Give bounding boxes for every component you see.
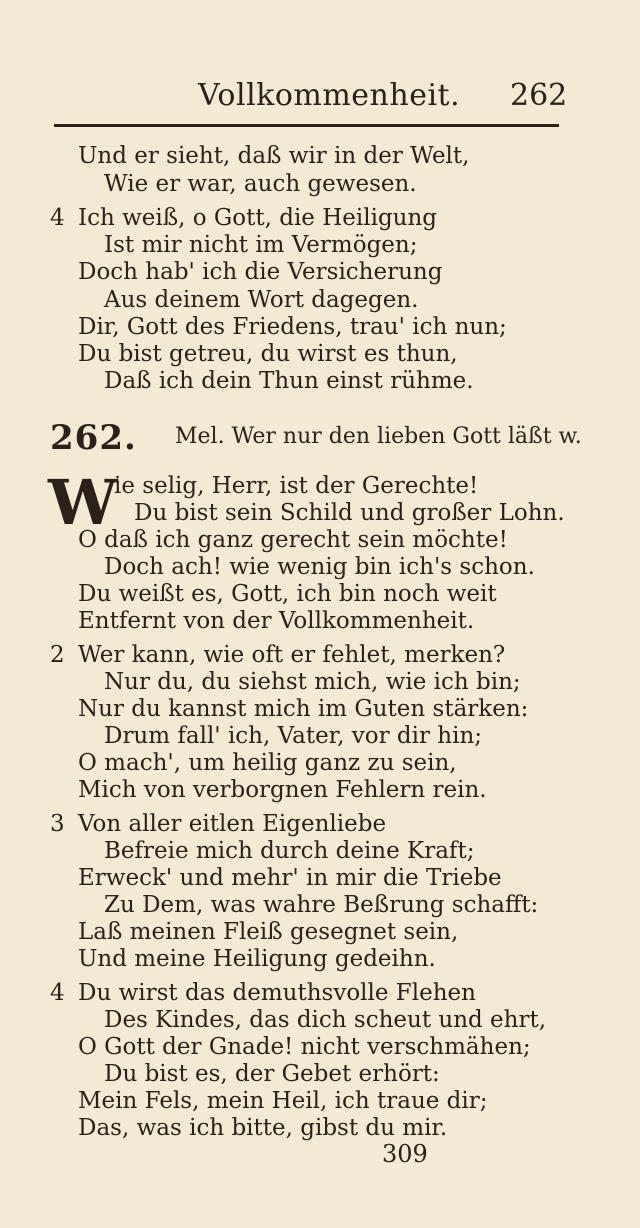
text-line: O Gott der Gnade! nicht verschmähen; <box>78 1034 531 1060</box>
text-line: ie selig, Herr, ist der Gerechte! <box>114 473 479 499</box>
header-page-number: 262 <box>510 78 568 113</box>
text-line: Dir, Gott des Friedens, trau' ich nun; <box>78 314 507 340</box>
text-line: Erweck' und mehr' in mir die Triebe <box>78 865 502 891</box>
hymn-number: 262. <box>50 418 137 458</box>
text-line: Und meine Heiligung gedeihn. <box>78 946 436 972</box>
text-line: Von aller eitlen Eigenliebe <box>78 811 387 837</box>
running-header-title: Vollkommenheit. <box>198 78 461 113</box>
text-line: O mach', um heilig ganz zu sein, <box>78 750 457 776</box>
text-line: Du weißt es, Gott, ich bin noch weit <box>78 581 497 607</box>
text-line: Doch ach! wie wenig bin ich's schon. <box>104 554 535 580</box>
text-line: Nur du, du siehst mich, wie ich bin; <box>104 669 521 695</box>
verse-number: 4 <box>50 205 65 231</box>
text-line: Ist mir nicht im Vermögen; <box>104 232 418 258</box>
verse-number: 2 <box>50 642 65 668</box>
text-line: Wer kann, wie oft er fehlet, merken? <box>78 642 506 668</box>
text-line: Des Kindes, das dich scheut und ehrt, <box>104 1007 547 1033</box>
text-line: Zu Dem, was wahre Beßrung schafft: <box>104 892 539 918</box>
text-line: Daß ich dein Thun einst rühme. <box>104 368 474 394</box>
melody-indication: Mel. Wer nur den lieben Gott läßt w. <box>175 424 582 449</box>
text-line: Du bist getreu, du wirst es thun, <box>78 341 458 367</box>
footer-page-number: 309 <box>382 1140 428 1168</box>
text-line: Doch hab' ich die Versicherung <box>78 259 443 285</box>
text-line: Mich von verborgnen Fehlern rein. <box>78 777 487 803</box>
text-line: Das, was ich bitte, gibst du mir. <box>78 1115 448 1141</box>
text-line: Aus deinem Wort dagegen. <box>104 287 419 313</box>
text-line: Befreie mich durch deine Kraft; <box>104 838 475 864</box>
text-line: Entfernt von der Vollkommenheit. <box>78 608 475 634</box>
text-line: Wie er war, auch gewesen. <box>104 171 417 197</box>
text-line: O daß ich ganz gerecht sein möchte! <box>78 527 508 553</box>
text-line: Und er sieht, daß wir in der Welt, <box>78 143 470 169</box>
text-line: Du wirst das demuthsvolle Flehen <box>78 980 476 1006</box>
verse-number: 4 <box>50 980 65 1006</box>
text-line: Laß meinen Fleiß gesegnet sein, <box>78 919 459 945</box>
text-line: Du bist es, der Gebet erhört: <box>104 1061 440 1087</box>
text-line: Du bist sein Schild und großer Lohn. <box>134 500 565 526</box>
text-line: Mein Fels, mein Heil, ich traue dir; <box>78 1088 488 1114</box>
verse-number: 3 <box>50 811 65 837</box>
text-line: Drum fall' ich, Vater, vor dir hin; <box>104 723 483 749</box>
drop-cap: W <box>48 466 118 539</box>
text-line: Ich weiß, o Gott, die Heiligung <box>78 205 438 231</box>
text-line: Nur du kannst mich im Guten stärken: <box>78 696 529 722</box>
header-rule <box>54 124 559 127</box>
